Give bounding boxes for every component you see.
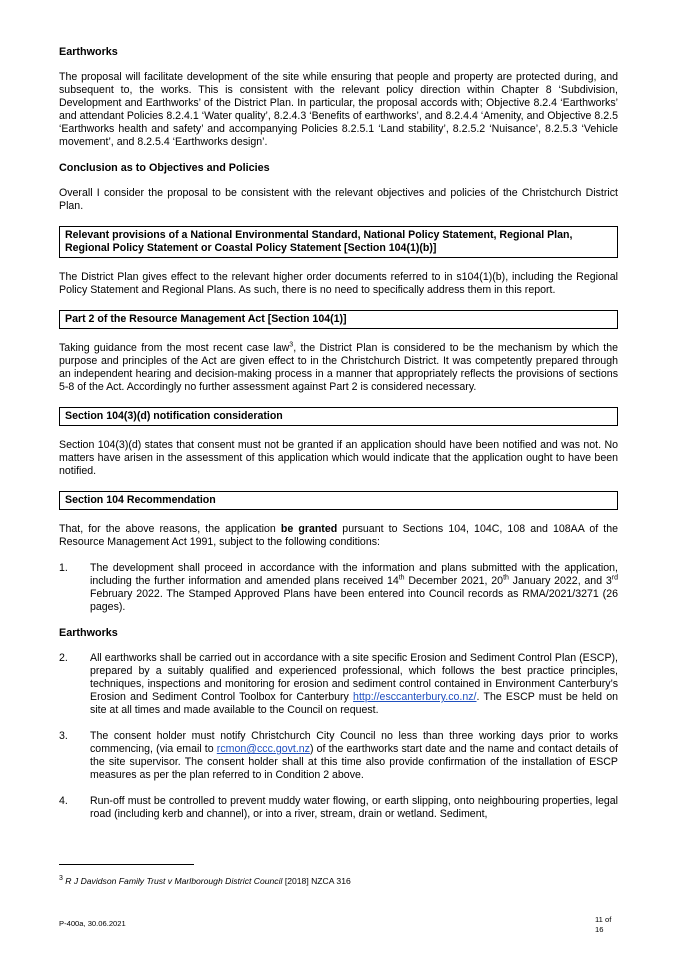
condition1-text-d: February 2022. The Stamped Approved Plans have been entered into Council records as RMA/2021/3271 (26 pages). bbox=[90, 588, 618, 613]
page-number bbox=[595, 915, 623, 935]
ordinal-suffix: th bbox=[398, 574, 405, 582]
footnote-ref[interactable]: 3 bbox=[289, 341, 294, 349]
rcmon-email-link[interactable]: rcmon@ccc.govt.nz bbox=[216, 743, 310, 755]
escp-toolbox-link[interactable]: http://esccanterbury.co.nz/ bbox=[353, 691, 477, 703]
nes-section-box: Relevant provisions of a National Environmental Standard, National Policy Statement, Regional Plan, Regional Policy Statement or Coastal Policy Statement [Section 104(1)(b)] bbox=[59, 226, 618, 258]
condition1-text-b: December 2021, 20 bbox=[404, 575, 504, 587]
condition3-text-b: ) of the earthworks start date and the name and contact details of the site supervisor. The consent holder shall at this time also provide confirmation of the installation of ESCP measures as per the plan referred to in Condition 2 above. bbox=[90, 743, 618, 781]
recommendation-bold: be granted bbox=[280, 523, 338, 535]
part2-text-a: Taking guidance from the most recent case law bbox=[59, 342, 290, 354]
condition-text: Run-off must be controlled to prevent muddy water flowing, or earth slipping, onto neighbouring properties, legal road (including kerb and channel), or into a river, stream, drain or wetland. Sediment, bbox=[90, 795, 618, 820]
conclusion-paragraph: Overall I consider the proposal to be consistent with the relevant objectives and policies of the Christchurch District Plan. bbox=[59, 187, 618, 212]
part2-text-b: , the District Plan is considered to be the mechanism by which the purpose and principles of the Act are given effect to in the Christchurch District. It was competently prepared through an independent hearing and decision-making process in a manner that appropriately reflects the provisions of sections 5-8 of the Act. Accordingly no further assessment against Part 2 is considered necessary. bbox=[59, 342, 618, 393]
condition-number: 4. bbox=[59, 795, 68, 807]
nes-paragraph: The District Plan gives effect to the relevant higher order documents referred to in s104(1)(b), including the Regional Policy Statement and Regional Plans. As such, there is no need to specifically address them in this report. bbox=[59, 271, 618, 296]
condition-number: 3. bbox=[59, 730, 68, 742]
earthworks-heading: Earthworks bbox=[59, 46, 118, 58]
footnote-citation: [2018] NZCA 316 bbox=[282, 876, 351, 886]
condition-2 bbox=[59, 652, 618, 717]
page-total: 16 bbox=[595, 925, 604, 934]
recommendation-text-b: pursuant to Sections 104, 104C, 108 and 108AA of the Resource Management Act 1991, subject to the following conditions: bbox=[59, 523, 619, 548]
condition3-text-a: The consent holder must notify Christchurch City Council no less than three working days prior to works commencing, (via email to bbox=[90, 730, 618, 755]
conclusion-heading: Conclusion as to Objectives and Policies bbox=[59, 162, 270, 174]
recommendation-text-a: That, for the above reasons, the application bbox=[59, 523, 281, 535]
recommendation-paragraph bbox=[59, 523, 618, 549]
footnote-divider bbox=[59, 864, 194, 865]
condition-number: 1. bbox=[59, 562, 68, 574]
condition-1 bbox=[59, 562, 618, 614]
footnote bbox=[59, 876, 351, 887]
condition2-text-b: . The ESCP must be held on site at all times and made available to the Council on request. bbox=[90, 691, 618, 716]
condition2-text-a: All earthworks shall be carried out in accordance with a site specific Erosion and Sediment Control Plan (ESCP), prepared by a suitably qualified and experienced professional, which follows the best practice principles, techniques, inspections and monitoring for erosion and sediment control contained in Environment Canterbury’s Erosion and Sediment Control Toolbox for Canterbury bbox=[90, 652, 618, 703]
condition-text bbox=[90, 562, 618, 614]
earthworks-conditions-heading: Earthworks bbox=[59, 627, 118, 639]
part2-paragraph bbox=[59, 342, 618, 394]
condition-number: 2. bbox=[59, 652, 68, 664]
footnote-case-name: R J Davidson Family Trust v Marlborough District Council bbox=[65, 876, 283, 886]
condition-text bbox=[90, 730, 618, 782]
condition-3 bbox=[59, 730, 618, 782]
recommendation-section-box: Section 104 Recommendation bbox=[59, 491, 618, 510]
document-body bbox=[59, 46, 618, 834]
condition1-text-a: The development shall proceed in accordance with the information and plans submitted with the application, including the further information and amended plans received 14 bbox=[90, 562, 618, 587]
form-reference: P-400a, 30.06.2021 bbox=[59, 919, 126, 928]
part2-section-box: Part 2 of the Resource Management Act [Section 104(1)] bbox=[59, 310, 618, 329]
condition1-text-c: January 2022, and 3 bbox=[508, 575, 612, 587]
condition-4 bbox=[59, 795, 618, 821]
page-current: 11 of bbox=[595, 915, 612, 924]
notification-section-box: Section 104(3)(d) notification consideration bbox=[59, 407, 618, 426]
ordinal-suffix: th bbox=[503, 574, 509, 582]
notification-paragraph: Section 104(3)(d) states that consent must not be granted if an application should have been notified and was not. No matters have arisen in the assessment of this application which would indicate that the application ought to have been notified. bbox=[59, 439, 618, 477]
footnote-number: 3 bbox=[59, 875, 63, 883]
condition-text bbox=[90, 652, 618, 717]
earthworks-paragraph: The proposal will facilitate development of the site while ensuring that people and property are protected during, and subsequent to, the works. This is consistent with the relevant policy direction within Chapter 8 ‘Subdivision, Development and Earthworks’ of the District Plan. In particular, the proposal accords with; Objective 8.2.4 ‘Earthworks’ and attendant Policies 8.2.4.1 ‘Water quality’, 8.2.4.3 ‘Benefits of earthworks’, and 8.2.4.4 ‘Amenity, and Objective 8.2.5 ‘Earthworks health and safety’ and accompanying Policies 8.2.5.1 ‘Land stability’, 8.2.5.2 ‘Nuisance’, 8.2.5.3 ‘Vehicle movement’, and 8.2.5.4 ‘Earthworks design’. bbox=[59, 71, 618, 148]
ordinal-suffix: rd bbox=[611, 574, 618, 582]
